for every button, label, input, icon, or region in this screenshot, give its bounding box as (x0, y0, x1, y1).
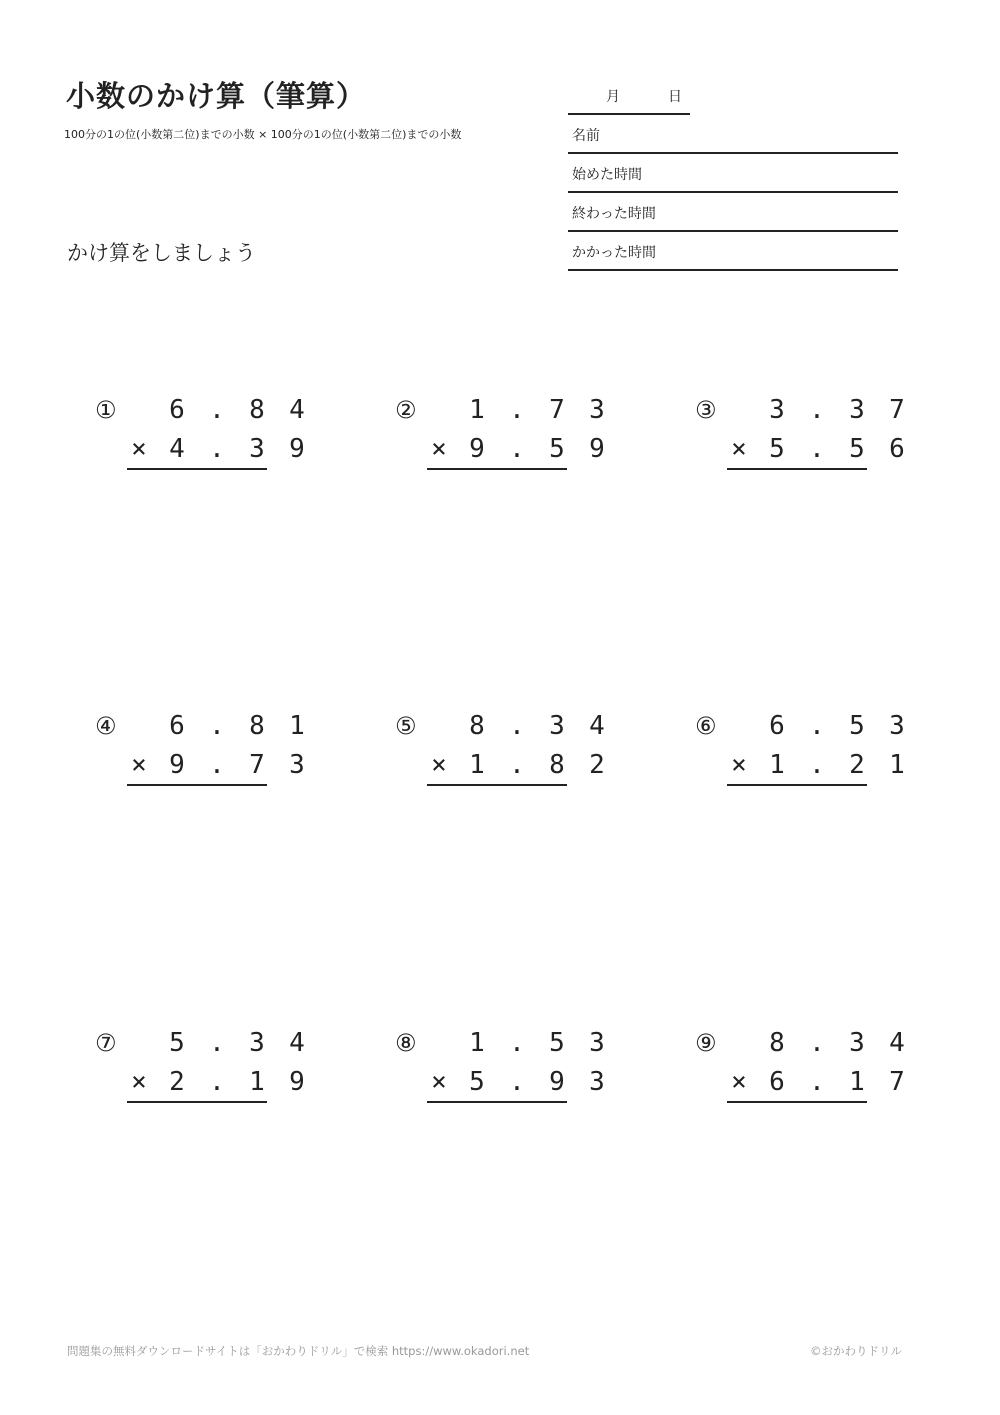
multiplier (727, 434, 905, 470)
digit: 5 (849, 434, 865, 464)
digit: 4 (169, 434, 185, 464)
digit: 6 (889, 434, 905, 464)
elapsed-time-label: かかった時間 (572, 245, 656, 261)
digit: 5 (849, 711, 865, 741)
problem-number: ② (395, 396, 417, 424)
digit: 9 (469, 434, 485, 464)
day-label: 日 (668, 89, 682, 105)
multiplicand (127, 395, 305, 425)
multiplicand (727, 395, 905, 425)
multiply-sign: × (731, 750, 747, 780)
problem-number: ③ (695, 396, 717, 424)
decimal-point: . (509, 395, 525, 425)
multiplier (427, 1067, 605, 1103)
digit: 9 (169, 750, 185, 780)
digit: 1 (249, 1067, 265, 1097)
name-field[interactable] (568, 115, 898, 154)
digit: 9 (289, 434, 305, 464)
multiply-sign: × (131, 1067, 147, 1097)
decimal-point: . (809, 750, 825, 780)
digit: 4 (889, 1028, 905, 1058)
digit: 4 (589, 711, 605, 741)
digit: 6 (169, 711, 185, 741)
decimal-point: . (509, 1067, 525, 1097)
multiplier (727, 1067, 905, 1103)
multiplicand (727, 711, 905, 741)
digit: 3 (769, 395, 785, 425)
decimal-point: . (209, 395, 225, 425)
digit: 6 (769, 711, 785, 741)
multiply-sign: × (431, 1067, 447, 1097)
digit: 8 (249, 395, 265, 425)
multiplier (427, 434, 605, 470)
problem-3 (695, 395, 905, 485)
multiplicand (727, 1028, 905, 1058)
digit: 2 (169, 1067, 185, 1097)
name-label: 名前 (572, 128, 600, 144)
digit: 3 (589, 395, 605, 425)
worksheet-subtitle: 100分の1の位(小数第二位)までの小数 × 100分の1の位(小数第二位)までの小数 (64, 128, 462, 141)
end-time-field[interactable] (568, 193, 898, 232)
problem-4 (95, 711, 305, 801)
problem-5 (395, 711, 605, 801)
problem-number: ① (95, 396, 117, 424)
digit: 1 (769, 750, 785, 780)
digit: 1 (889, 750, 905, 780)
decimal-point: . (809, 1028, 825, 1058)
multiplicand (127, 711, 305, 741)
digit: 5 (549, 1028, 565, 1058)
decimal-point: . (209, 750, 225, 780)
digit: 3 (249, 434, 265, 464)
digit: 1 (469, 1028, 485, 1058)
digit: 5 (549, 434, 565, 464)
problem-7 (95, 1028, 305, 1118)
digit: 8 (549, 750, 565, 780)
digit: 8 (469, 711, 485, 741)
decimal-point: . (209, 1067, 225, 1097)
multiplicand (427, 711, 605, 741)
decimal-point: . (809, 395, 825, 425)
digit: 1 (849, 1067, 865, 1097)
problem-8 (395, 1028, 605, 1118)
decimal-point: . (809, 711, 825, 741)
month-label: 月 (606, 89, 620, 105)
decimal-point: . (209, 434, 225, 464)
digit: 2 (589, 750, 605, 780)
digit: 8 (769, 1028, 785, 1058)
decimal-point: . (809, 1067, 825, 1097)
multiply-sign: × (431, 434, 447, 464)
decimal-point: . (209, 1028, 225, 1058)
problem-9 (695, 1028, 905, 1118)
digit: 3 (249, 1028, 265, 1058)
footer-copyright: ©おかわりドリル (810, 1344, 902, 1358)
multiply-sign: × (131, 750, 147, 780)
digit: 6 (769, 1067, 785, 1097)
decimal-point: . (209, 711, 225, 741)
digit: 7 (889, 1067, 905, 1097)
decimal-point: . (509, 711, 525, 741)
multiplier (427, 750, 605, 786)
problem-number: ⑥ (695, 712, 717, 740)
digit: 3 (549, 711, 565, 741)
digit: 7 (889, 395, 905, 425)
decimal-point: . (509, 1028, 525, 1058)
problem-number: ⑧ (395, 1029, 417, 1057)
decimal-point: . (809, 434, 825, 464)
instruction-text: かけ算をしましょう (67, 241, 256, 265)
digit: 1 (469, 750, 485, 780)
multiplier (127, 750, 305, 786)
digit: 3 (289, 750, 305, 780)
multiplicand (427, 395, 605, 425)
decimal-point: . (509, 750, 525, 780)
digit: 9 (589, 434, 605, 464)
digit: 5 (169, 1028, 185, 1058)
digit: 4 (289, 1028, 305, 1058)
problem-number: ⑨ (695, 1029, 717, 1057)
multiply-sign: × (731, 434, 747, 464)
digit: 5 (469, 1067, 485, 1097)
digit: 9 (549, 1067, 565, 1097)
problem-number: ⑤ (395, 712, 417, 740)
start-time-field[interactable] (568, 154, 898, 193)
multiplier (727, 750, 905, 786)
digit: 8 (249, 711, 265, 741)
problem-1 (95, 395, 305, 485)
digit: 1 (469, 395, 485, 425)
worksheet-title: 小数のかけ算（筆算） (66, 79, 367, 113)
problem-number: ⑦ (95, 1029, 117, 1057)
multiplicand (427, 1028, 605, 1058)
multiply-sign: × (431, 750, 447, 780)
digit: 7 (249, 750, 265, 780)
footer-site-note: 問題集の無料ダウンロードサイトは「おかわりドリル」で検索 https://www.okadori.net (67, 1344, 530, 1358)
decimal-point: . (509, 434, 525, 464)
date-field[interactable] (568, 84, 690, 115)
multiply-sign: × (131, 434, 147, 464)
digit: 3 (849, 1028, 865, 1058)
digit: 3 (889, 711, 905, 741)
problem-6 (695, 711, 905, 801)
problem-2 (395, 395, 605, 485)
digit: 6 (169, 395, 185, 425)
digit: 3 (849, 395, 865, 425)
digit: 9 (289, 1067, 305, 1097)
digit: 2 (849, 750, 865, 780)
digit: 7 (549, 395, 565, 425)
start-time-label: 始めた時間 (572, 167, 642, 183)
multiplier (127, 1067, 305, 1103)
problem-number: ④ (95, 712, 117, 740)
multiplier (127, 434, 305, 470)
digit: 1 (289, 711, 305, 741)
multiply-sign: × (731, 1067, 747, 1097)
digit: 3 (589, 1067, 605, 1097)
multiplicand (127, 1028, 305, 1058)
elapsed-time-field[interactable] (568, 232, 898, 271)
digit: 3 (589, 1028, 605, 1058)
end-time-label: 終わった時間 (572, 206, 656, 222)
digit: 5 (769, 434, 785, 464)
digit: 4 (289, 395, 305, 425)
